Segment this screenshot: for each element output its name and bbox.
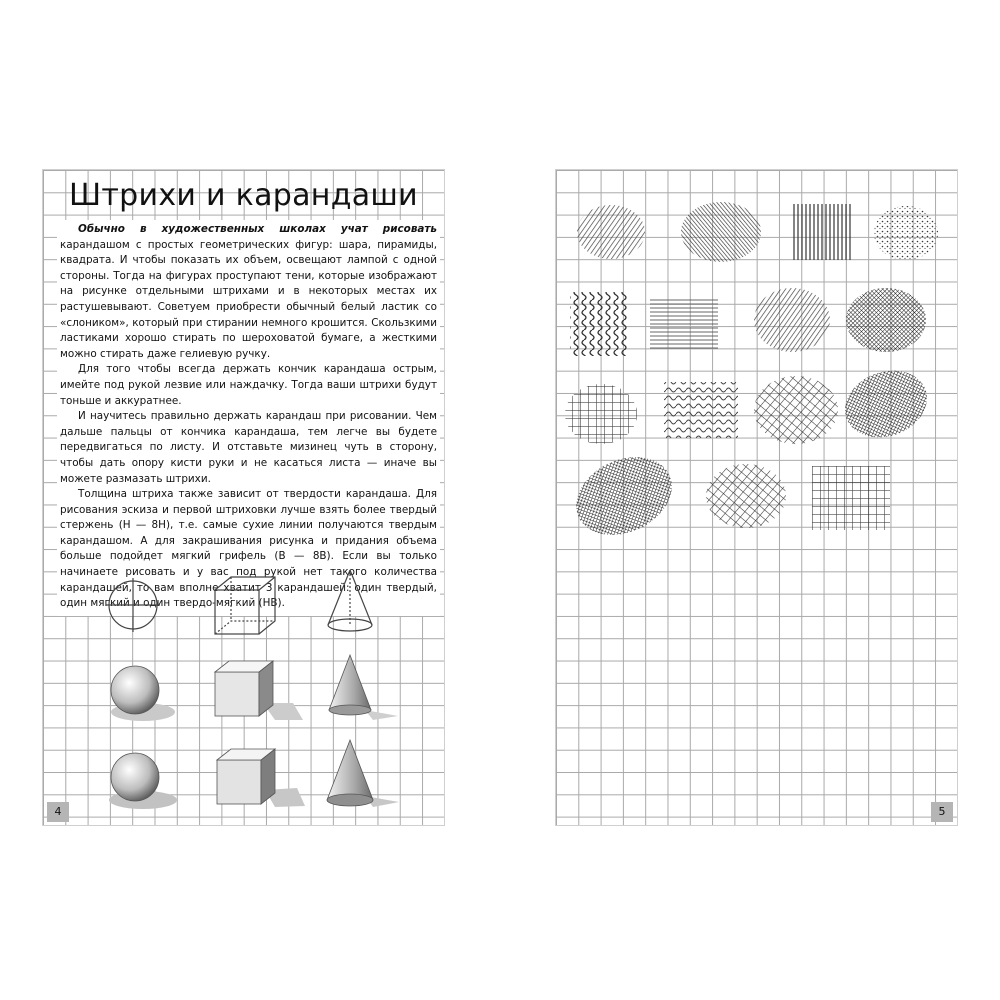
hatch-sample-crosshatch-2 bbox=[706, 464, 786, 528]
hatch-sample-diagonal bbox=[577, 205, 645, 259]
hatch-sample-crosshatch bbox=[754, 376, 838, 444]
hatch-sample-diagonal-2 bbox=[754, 288, 830, 352]
paragraph-1 bbox=[60, 222, 437, 362]
page-number: 5 bbox=[931, 802, 953, 822]
page-title: Штрихи и карандаши bbox=[69, 178, 418, 213]
hatching-samples bbox=[556, 170, 959, 570]
geometric-figures-illustration bbox=[43, 570, 446, 827]
hatch-sample-vertical-wave bbox=[570, 292, 628, 356]
paragraph-3: И научитесь правильно держать карандаш при рисовании. Чем дальше пальцы от кончика карандаша, тем легче вы будете передвигаться по листу. И отставьте мизинец чуть в сторону, чтобы дать опору кисти руки и не касаться листа — иначе вы можете размазать штрихи. bbox=[60, 410, 437, 485]
shaded-cone-2 bbox=[327, 740, 373, 806]
hatch-sample-stipple bbox=[874, 206, 938, 260]
hatch-sample-horizontal bbox=[650, 298, 718, 350]
hatch-sample-dense-diagonal bbox=[681, 202, 761, 262]
wire-cone bbox=[328, 570, 372, 631]
hatch-sample-shaded-oval bbox=[563, 442, 684, 550]
paragraph-4: Толщина штриха также зависит от твердости карандаша. Для рисования эскиза и первой штриховки лучше взять более твердый стержень (H — 8H), т.е. самые сухие линии получаются твердым карандашом. А для закрашивания рисунка и придания объема больше подойдет мягкий грифель (B — 8B). Если вы только начинаете рисовать и у вас под рукой нет такого количества карандашей, то вам вполне хватит 3 карандашей: один твердый, один мягкий и один твердо-мягкий (HB). bbox=[60, 488, 437, 610]
hatch-sample-dense-crosshatch bbox=[836, 360, 937, 449]
wire-cube bbox=[215, 577, 275, 634]
hatch-sample-grid bbox=[565, 384, 637, 444]
body-text bbox=[57, 220, 440, 616]
page-number: 4 bbox=[47, 802, 69, 822]
hatch-sample-dense-cross bbox=[846, 288, 926, 352]
shaded-sphere-1 bbox=[111, 666, 159, 714]
left-page bbox=[42, 169, 445, 826]
paragraph-2: Для того чтобы всегда держать кончик карандаша острым, имейте под рукой лезвие или наждачку. Тогда ваши штрихи будут тоньше и аккуратнее. bbox=[60, 363, 437, 407]
hatch-sample-grid-2 bbox=[812, 466, 890, 530]
shaded-cube-2 bbox=[217, 749, 275, 804]
wire-circle bbox=[106, 578, 160, 632]
hatch-sample-wave bbox=[664, 382, 738, 438]
right-page bbox=[555, 169, 958, 826]
intro-bold: Обычно в художественных школах учат рисовать bbox=[78, 223, 437, 235]
shaded-sphere-2 bbox=[111, 753, 159, 801]
shaded-cube-1 bbox=[215, 661, 273, 716]
hatch-sample-vertical bbox=[791, 204, 851, 260]
paragraph-1-rest: карандашом с простых геометрических фигур: шара, пирамиды, квадрата. И чтобы показать их объем, освещают лампой с одной стороны. Тогда на фигурах проступают тени, которые изображают на рисунке отдельными штрихами и в некоторых местах их растушевывают. Советуем приобрести обычный белый ластик со «слоником», который при стирании немного крошится. Скользкими ластиками хорошо стирать по шероховатой бумаге, а жесткими можно стирать даже гелиевую ручку. bbox=[60, 238, 437, 360]
shaded-cone-1 bbox=[329, 655, 371, 715]
